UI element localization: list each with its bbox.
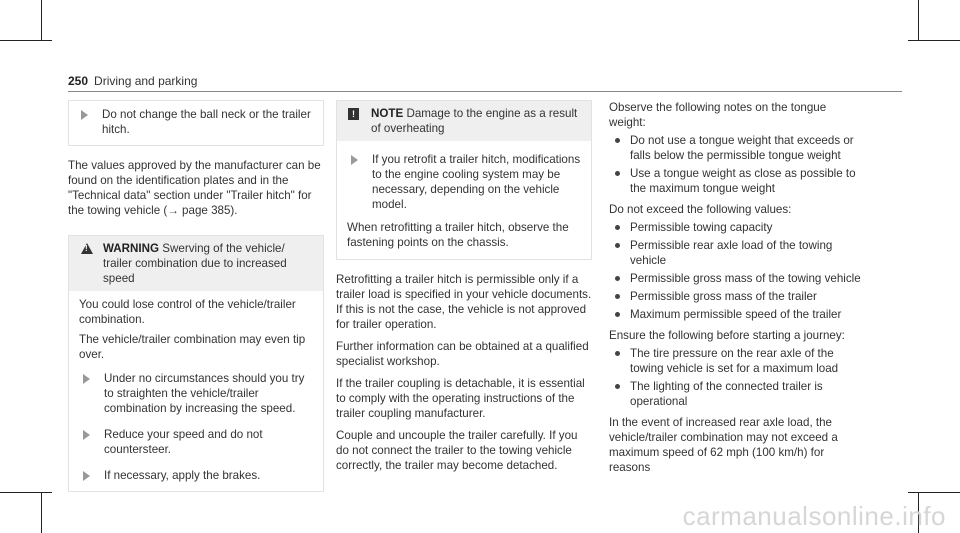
- pre-journey-list: [609, 346, 863, 409]
- list-item: Use a tongue weight as close as possible to the maximum tongue weight: [609, 166, 863, 196]
- column-3: [609, 100, 863, 482]
- step-arrow-icon: [81, 110, 88, 120]
- list-item: Do not use a tongue weight that exceeds or falls below the permissible tongue weight: [609, 133, 863, 163]
- list-item: Permissible gross mass of the trailer: [609, 289, 863, 304]
- body-paragraph: Ensure the following before starting a journey:: [609, 329, 845, 342]
- list-item: Permissible rear axle load of the towing vehicle: [609, 238, 863, 268]
- warning-box: [68, 235, 324, 492]
- body-paragraph: Observe the following notes on the tongue weight:: [609, 101, 827, 129]
- warning-paragraph: You could lose control of the vehicle/trailer combination.: [79, 298, 296, 326]
- crop-mark: [908, 40, 960, 41]
- step-arrow-icon: [351, 155, 358, 165]
- body-paragraph: In the event of increased rear axle load, the vehicle/trailer combination may not exceed a maximum speed of 62 mph (100 km/h) for reasons: [609, 416, 838, 474]
- list-item: Permissible towing capacity: [609, 220, 863, 235]
- column-2: [336, 100, 592, 480]
- bullet-icon: [615, 384, 620, 389]
- bullet-icon: [615, 312, 620, 317]
- bullet-icon: [615, 351, 620, 356]
- note-title-row: [337, 101, 591, 141]
- bullet-icon: [615, 243, 620, 248]
- tongue-weight-list: [609, 133, 863, 196]
- notice-icon: !: [348, 108, 359, 120]
- step-text: If you retrofit a trailer hitch, modifications to the engine cooling system may be necessary, depending on the vehicle model.: [372, 153, 581, 211]
- crop-mark: [0, 492, 52, 493]
- watermark: carmanualsonline.info: [682, 501, 946, 531]
- bullet-icon: [615, 171, 620, 176]
- note-box: [336, 100, 592, 260]
- step-text: If necessary, apply the brakes.: [104, 469, 261, 482]
- body-paragraph: Couple and uncouple the trailer carefully. If you do not connect the trailer to the towing vehicle correctly, the trailer may become detached.: [336, 429, 578, 472]
- intro-paragraph: The values approved by the manufacturer can be found on the identification plates and in the "Technical data" section under "Trailer hitch" for the towing vehicle (→ page 385).: [68, 159, 321, 217]
- crop-mark: [918, 0, 919, 40]
- note-title: Damage to the engine as a result of overheating: [371, 107, 578, 135]
- list-item: Permissible gross mass of the towing vehicle: [609, 271, 863, 286]
- warning-label: WARNING: [103, 242, 160, 255]
- step-text: Do not change the ball neck or the trailer hitch.: [102, 108, 311, 136]
- list-item: The tire pressure on the rear axle of the towing vehicle is set for a maximum load: [609, 346, 863, 376]
- crop-mark: [908, 492, 960, 493]
- column-1: [68, 100, 324, 492]
- limits-list: [609, 220, 863, 322]
- step-text: Under no circumstances should you try to straighten the vehicle/trailer combination by increasing the speed.: [104, 372, 305, 415]
- list-item: The lighting of the connected trailer is operational: [609, 379, 863, 409]
- body-paragraph: Retrofitting a trailer hitch is permissible only if a trailer load is specified in your vehicle documents. If this is not the case, the vehicle is not approved for trailer operation.: [336, 273, 592, 331]
- crop-mark: [0, 40, 52, 41]
- step-arrow-icon: [83, 374, 90, 384]
- body-paragraph: Further information can be obtained at a qualified specialist workshop.: [336, 340, 589, 368]
- note-label: NOTE: [371, 107, 404, 120]
- bullet-icon: [615, 294, 620, 299]
- step-arrow-icon: [83, 430, 90, 440]
- warning-triangle-icon: [81, 243, 93, 254]
- body-paragraph: Do not exceed the following values:: [609, 203, 792, 216]
- step-text: Reduce your speed and do not countersteer.: [104, 428, 263, 456]
- page-number: 250: [68, 74, 89, 88]
- page-header: [68, 74, 902, 92]
- step-arrow-icon: [83, 471, 90, 481]
- crop-mark: [41, 0, 42, 40]
- body-paragraph: If the trailer coupling is detachable, it is essential to comply with the operating instructions of the trailer coupling manufacturer.: [336, 377, 585, 420]
- bullet-icon: [615, 276, 620, 281]
- tip-box: [68, 100, 324, 146]
- warning-title-row: [69, 236, 323, 291]
- list-item: Maximum permissible speed of the trailer: [609, 307, 863, 322]
- warning-paragraph: The vehicle/trailer combination may even tip over.: [79, 333, 306, 361]
- bullet-icon: [615, 225, 620, 230]
- crop-mark: [41, 492, 42, 533]
- warning-title: Swerving of the vehicle/ trailer combination due to increased speed: [103, 242, 287, 285]
- note-paragraph: When retrofitting a trailer hitch, observe the fastening points on the chassis.: [347, 221, 569, 249]
- section-title: Driving and parking: [94, 74, 198, 88]
- bullet-icon: [615, 138, 620, 143]
